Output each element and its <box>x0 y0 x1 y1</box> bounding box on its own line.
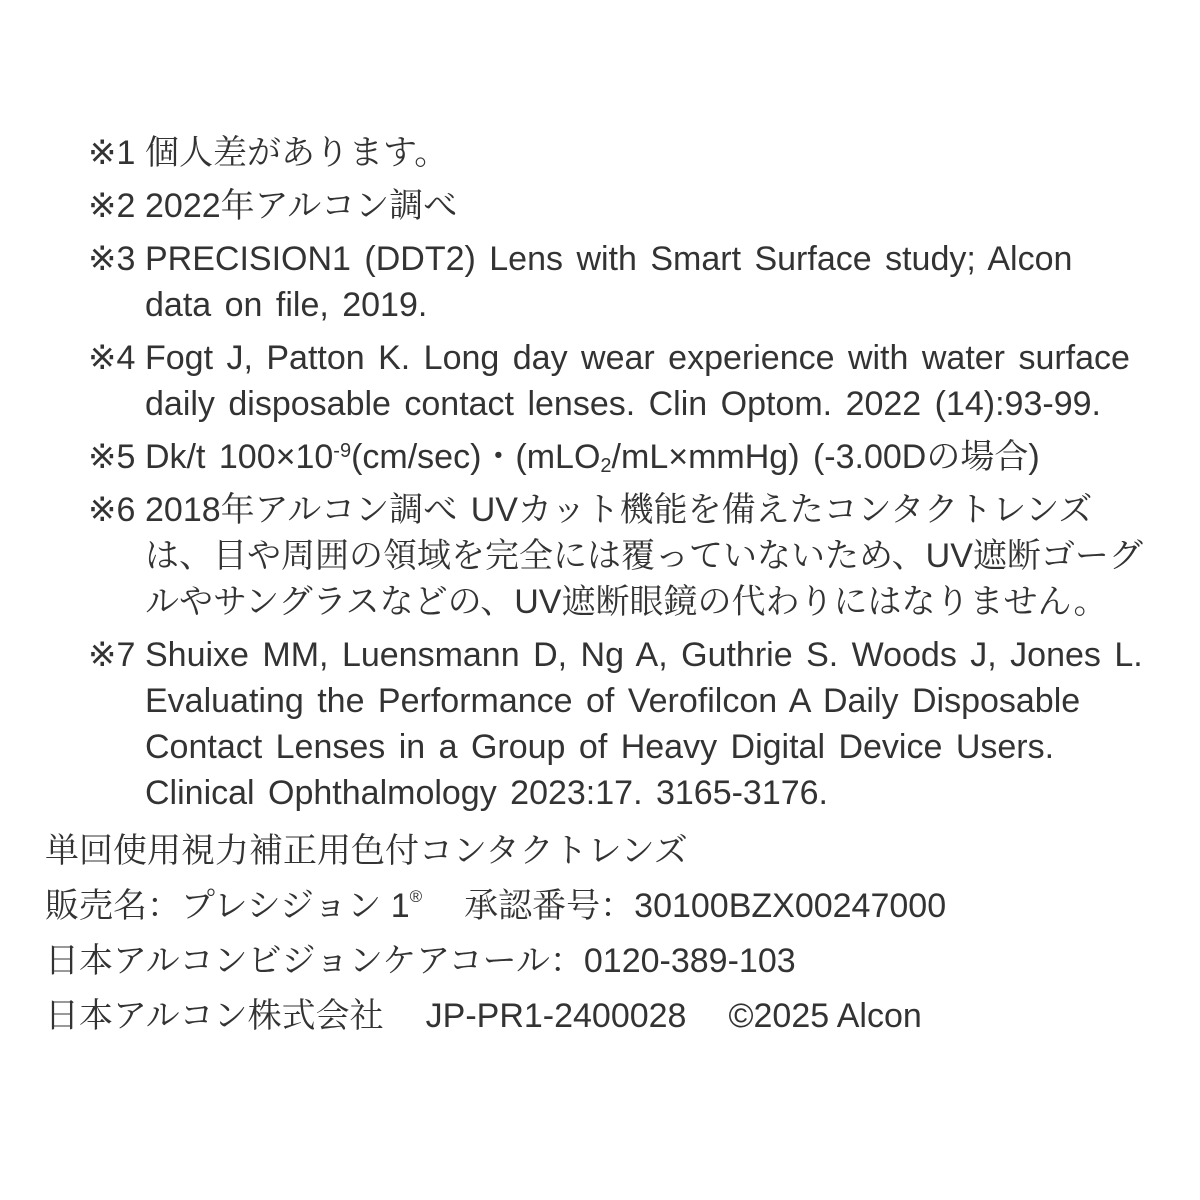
care-call-line: 日本アルコンビジョンケアコール：0120-389-103 <box>45 942 796 980</box>
footnote-marker: ※4 <box>88 339 136 377</box>
footnote-text-sub: 2 <box>600 455 612 477</box>
footnote-item <box>88 236 1152 328</box>
footnote-item <box>88 183 1152 229</box>
registered-trademark-symbol: ® <box>409 887 423 906</box>
footnote-marker: ※3 <box>88 240 136 278</box>
footnote-text-segment: /mL×mmHg) (-3.00Dの場合) <box>611 438 1040 476</box>
footnote-text <box>145 434 1152 480</box>
footnote-text: Shuixe MM, Luensmann D, Ng A, Guthrie S. Woods J, Jones L. Evaluating the Performance of Verofilcon A Daily Disposable Contact Lenses in a Group of Heavy Digital Device Users. Clinical Ophthalmology 2023:17. 3165-3176. <box>145 636 1143 812</box>
footnote-marker: ※7 <box>88 636 136 674</box>
footnote-item <box>88 130 1152 176</box>
copyright: ©2025 Alcon <box>728 997 922 1035</box>
product-type-line: 単回使用視力補正用色付コンタクトレンズ <box>45 832 688 870</box>
footnote-text: PRECISION1 (DDT2) Lens with Smart Surface study; Alcon data on file, 2019. <box>145 240 1073 324</box>
document-number: JP-PR1-2400028 <box>425 997 687 1035</box>
footnote-item <box>88 434 1152 480</box>
footnote-text: Fogt J, Patton K. Long day wear experience with water surface daily disposable contact lenses. Clin Optom. 2022 (14):93-99. <box>145 339 1130 423</box>
footnote-text-sup: -9 <box>333 440 352 462</box>
company-line <box>45 989 1152 1044</box>
footnote-text-segment: Dk/t 100×10 <box>145 438 334 476</box>
footnote-marker: ※1 <box>88 134 136 172</box>
company-name: 日本アルコン株式会社 <box>45 997 384 1035</box>
approval-number: 承認番号：30100BZX00247000 <box>464 887 947 925</box>
footnote-text-segment: (cm/sec)・(mLO <box>351 438 601 476</box>
footnote-item <box>88 487 1152 625</box>
footnote-marker: ※6 <box>88 491 136 529</box>
footnote-item <box>88 632 1152 816</box>
sales-name-line <box>45 879 1152 934</box>
footnote-marker: ※2 <box>88 187 136 225</box>
footnote-text: 2022年アルコン調べ <box>145 187 458 225</box>
sales-name: 販売名：プレシジョン 1 <box>45 887 410 925</box>
legal-block <box>45 824 1152 1044</box>
footnote-text: 2018年アルコン調べ UVカット機能を備えたコンタクトレンズは、目や周囲の領域を完全には覆っていないため、UV遮断ゴーグルやサングラスなどの、UV遮断眼鏡の代わりにはなりません。 <box>145 491 1143 621</box>
footnote-marker: ※5 <box>88 438 136 476</box>
footnote-item <box>88 335 1152 427</box>
footnote-text: 個人差があります。 <box>145 134 449 172</box>
